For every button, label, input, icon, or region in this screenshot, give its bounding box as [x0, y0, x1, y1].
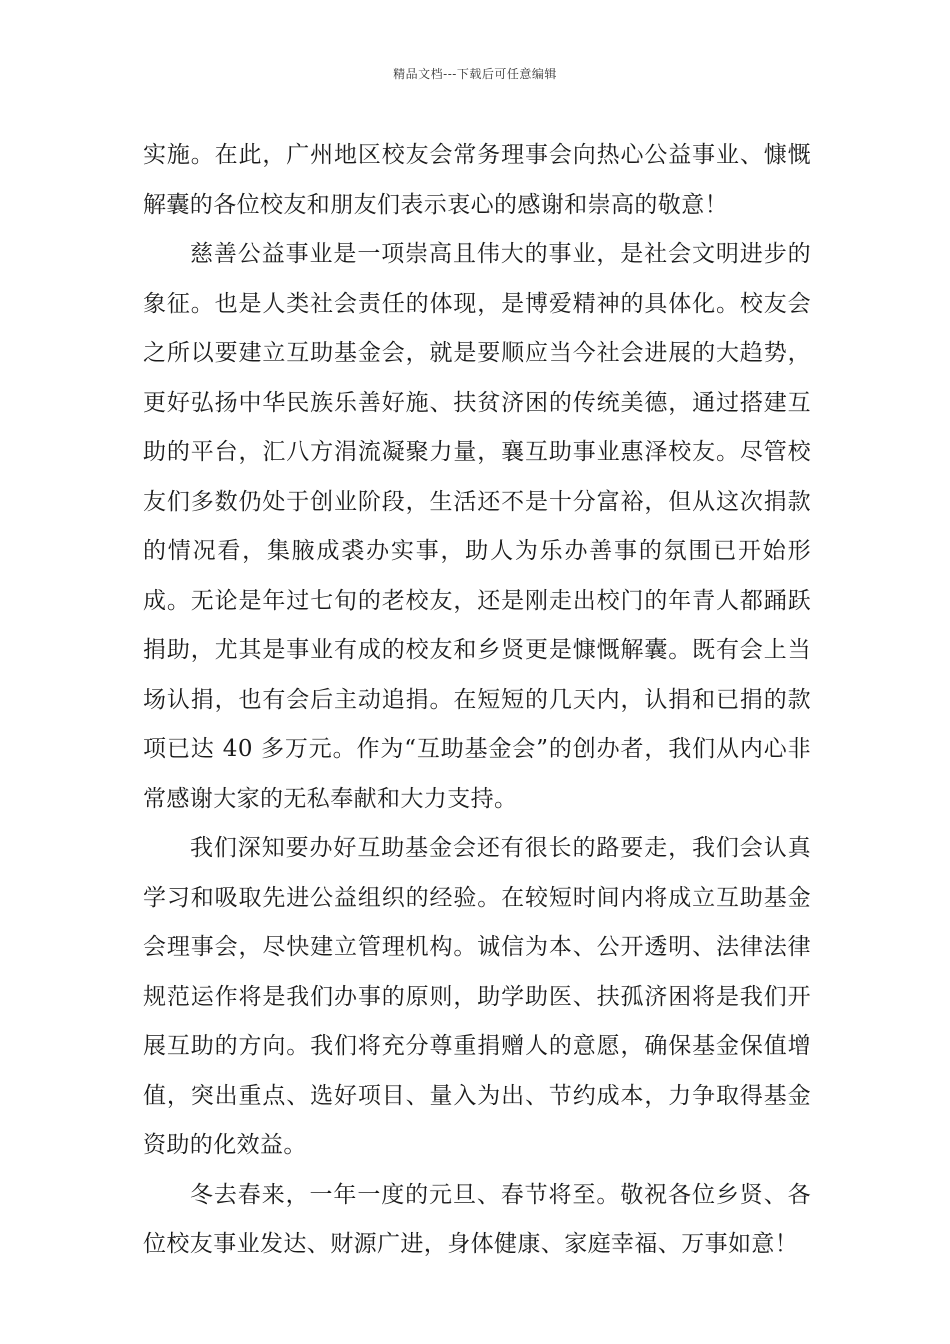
paragraph-1: 实施。在此，广州地区校友会常务理事会向热心公益事业、慷慨解囊的各位校友和朋友们表示衷心的感谢和崇高的敬意！ [143, 142, 811, 218]
paragraph-4: 冬去春来，一年一度的元旦、春节将至。敬祝各位乡贤、各位校友事业发达、财源广进，身体健康、家庭幸福、万事如意！ [143, 1181, 811, 1257]
paragraph-2: 慈善公益事业是一项崇高且伟大的事业，是社会文明进步的象征。也是人类社会责任的体现，是博爱精神的具体化。校友会之所以要建立互助基金会，就是要顺应当今社会进展的大趋势，更好弘扬中华民族乐善好施、扶贫济困的传统美德，通过搭建互助的平台，汇八方涓流凝聚力量，襄互助事业惠泽校友。尽管校友们多数仍处于创业阶段，生活还不是十分富裕，但从这次捐款的情况看，集腋成裘办实事，助人为乐办善事的氛围已开始形成。无论是年过七旬的老校友，还是刚走出校门的年青人都踊跃捐助，尤其是事业有成的校友和乡贤更是慷慨解囊。既有会上当场认捐，也有会后主动追捐。在短短的几天内，认捐和已捐的款项已达 40 多万元。作为“互助基金会”的创办者，我们从内心非常感谢大家的无私奉献和大力支持。 [143, 241, 811, 812]
document-body [143, 131, 811, 1270]
paragraph-3: 我们深知要办好互助基金会还有很长的路要走，我们会认真学习和吸取先进公益组织的经验。在较短时间内将成立互助基金会理事会，尽快建立管理机构。诚信为本、公开透明、法律法律规范运作将是我们办事的原则，助学助医、扶孤济困将是我们开展互助的方向。我们将充分尊重捐赠人的意愿，确保基金保值增值，突出重点、选好项目、量入为出、节约成本，力争取得基金资助的化效益。 [143, 835, 811, 1158]
page-header: 精品文档---下载后可任意编辑 [393, 67, 557, 81]
